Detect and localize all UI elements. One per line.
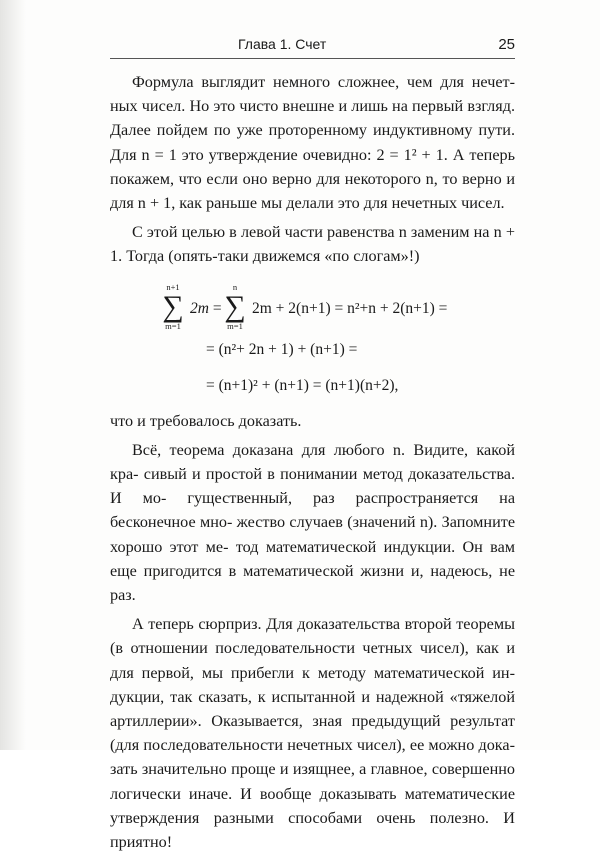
formula-line-1: 2m + 2(n+1) = n²+n + 2(n+1) = <box>252 299 448 317</box>
paragraph-3: что и требовалось доказать. <box>110 411 302 430</box>
sum-lower-limit: m=1 <box>165 320 181 331</box>
sum-symbol-right <box>220 283 250 331</box>
line: n + 1. Тогда (опять-таки движемся «по слогам»!) <box>110 223 515 266</box>
line: для первой, мы прибегли к методу математической ин- <box>110 663 515 682</box>
line: логически иначе. И вообще доказывать математические <box>110 784 515 803</box>
body-text <box>110 70 515 854</box>
line: утверждения разными способами очень полезно. И приятно! <box>110 808 515 852</box>
line: сивый и простой в понимании метод доказательства. И мо- <box>110 465 515 508</box>
line: дукции, так сказать, к испытанной и надежной «тяжелой <box>110 687 515 706</box>
sigma-icon: ∑ <box>162 289 184 323</box>
line: С этой целью в левой части равенства n заменим на <box>132 223 490 242</box>
sum-symbol-left <box>158 283 188 331</box>
induction-formula <box>110 275 515 405</box>
line: Формула выглядит немного сложнее, чем для нечет- <box>132 73 515 91</box>
line: (в отношении последовательности четных чисел), как и <box>110 639 515 658</box>
line: А теперь сюрприз. Для доказательства второй теоремы <box>132 615 515 634</box>
line: математической жизни и, надеюсь, не раз. <box>110 561 516 605</box>
line: покажем, что если оно верно для некоторого n, то верно и <box>110 169 515 188</box>
line: жество случаев (значений n). Запомните хорошо этот ме- <box>110 513 516 556</box>
page-number: 25 <box>498 36 515 53</box>
line: тод математической индукции. Он вам еще пригодится в <box>110 537 516 580</box>
line: Всё, теорема доказана для любого n. Видите, какой кра- <box>110 440 515 484</box>
paragraph-1 <box>110 70 515 215</box>
line: гущественный, раз распространяется на бесконечное мно- <box>110 489 516 532</box>
paragraph-5 <box>110 612 515 854</box>
running-head <box>110 36 515 59</box>
paragraph-2 <box>110 220 515 268</box>
chapter-title: Глава 1. Счет <box>238 36 327 52</box>
sigma-icon: ∑ <box>224 289 246 323</box>
formula-line-2: = (n²+ 2n + 1) + (n+1) = <box>206 340 358 358</box>
sum-upper-limit: n <box>232 281 238 292</box>
line: зать значительно проще и изящнее, а главное, совершенно <box>110 760 515 779</box>
formula-line-3: = (n+1)² + (n+1) = (n+1)(n+2), <box>206 376 399 394</box>
sum-upper-limit: n+1 <box>166 281 180 292</box>
sum-term-left: 2m = <box>190 299 222 317</box>
sum-lower-limit: m=1 <box>227 320 243 331</box>
page-edge-shadow <box>0 0 26 750</box>
line: для n + 1, как раньше мы делали это для нечетных чисел. <box>110 194 505 213</box>
sum-term: 2m <box>190 299 209 317</box>
line: артиллерии». Оказывается, зная предыдущий результат <box>110 712 515 731</box>
paragraph-4 <box>110 438 515 607</box>
line: Для n = 1 это утверждение очевидно: 2 = 1² + 1. А теперь <box>110 145 515 164</box>
line: ных чисел. Но это чисто внешне и лишь на первый взгляд. <box>110 97 515 116</box>
line: (для последовательности нечетных чисел), ее можно дока- <box>110 736 515 755</box>
line: Далее пойдем по уже проторенному индуктивному пути. <box>110 121 515 140</box>
